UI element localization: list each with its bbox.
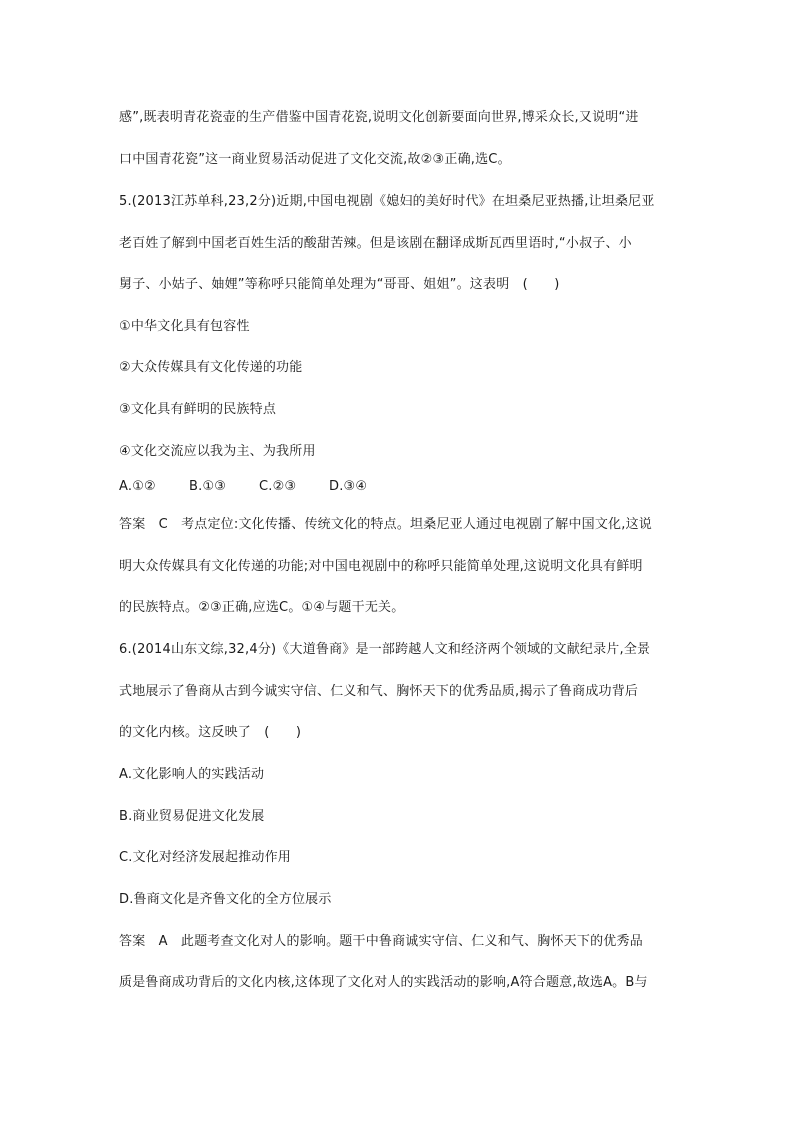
q5-option-c: C.②③ bbox=[259, 479, 297, 494]
q6-option-d: D.鲁商文化是齐鲁文化的全方位展示 bbox=[119, 892, 332, 907]
q5-stem-line-1: 5.(2013江苏单科,23,2分)近期,中国电视剧《媳妇的美好时代》在坦桑尼亚热播,让坦桑尼亚 bbox=[119, 194, 655, 209]
q5-statement-3: ③文化具有鲜明的民族特点 bbox=[119, 402, 277, 417]
q4-answer-line-1: 感”,既表明青花瓷壶的生产借鉴中国青花瓷,说明文化创新要面向世界,博采众长,又说明“进 bbox=[119, 110, 639, 125]
q6-stem-line-2: 式地展示了鲁商从古到今诚实守信、仁义和气、胸怀天下的优秀品质,揭示了鲁商成功背后 bbox=[119, 684, 639, 699]
q5-statement-4: ④文化交流应以我为主、为我所用 bbox=[119, 444, 316, 459]
q6-stem-line-3: 的文化内核。这反映了 ( ) bbox=[119, 725, 302, 740]
q5-option-a: A.①② bbox=[119, 479, 156, 494]
q5-statement-2: ②大众传媒具有文化传递的功能 bbox=[119, 360, 303, 375]
q5-options-row bbox=[119, 478, 679, 496]
q5-stem-line-2: 老百姓了解到中国老百姓生活的酸甜苦辣。但是该剧在翻译成斯瓦西里语时,“小叔子、小 bbox=[119, 236, 632, 251]
q5-option-b: B.①③ bbox=[189, 479, 227, 494]
q6-answer-line-2: 质是鲁商成功背后的文化内核,这体现了文化对人的实践活动的影响,A符合题意,故选A。B与 bbox=[119, 975, 648, 990]
q5-statement-1: ①中华文化具有包容性 bbox=[119, 319, 250, 334]
q6-option-b: B.商业贸易促进文化发展 bbox=[119, 809, 265, 824]
q5-option-d: D.③④ bbox=[329, 479, 368, 494]
q4-answer-line-2: 口中国青花瓷”这一商业贸易活动促进了文化交流,故②③正确,选C。 bbox=[119, 152, 511, 167]
q6-answer-line-1: 答案 A 此题考查文化对人的影响。题干中鲁商诚实守信、仁义和气、胸怀天下的优秀品 bbox=[119, 934, 643, 949]
q6-stem-line-1: 6.(2014山东文综,32,4分)《大道鲁商》是一部跨越人文和经济两个领域的文献纪录片,全景 bbox=[119, 642, 651, 657]
q5-answer-line-3: 的民族特点。②③正确,应选C。①④与题干无关。 bbox=[119, 600, 405, 615]
q5-answer-line-2: 明大众传媒具有文化传递的功能;对中国电视剧中的称呼只能简单处理,这说明文化具有鲜明 bbox=[119, 559, 643, 574]
q5-answer-line-1: 答案 C 考点定位:文化传播、传统文化的特点。坦桑尼亚人通过电视剧了解中国文化,这说 bbox=[119, 517, 652, 532]
q5-stem-line-3: 舅子、小姑子、妯娌”等称呼只能简单处理为“哥哥、姐姐”。这表明 ( ) bbox=[119, 277, 560, 292]
q6-option-c: C.文化对经济发展起推动作用 bbox=[119, 850, 292, 865]
q6-option-a: A.文化影响人的实践活动 bbox=[119, 767, 265, 782]
